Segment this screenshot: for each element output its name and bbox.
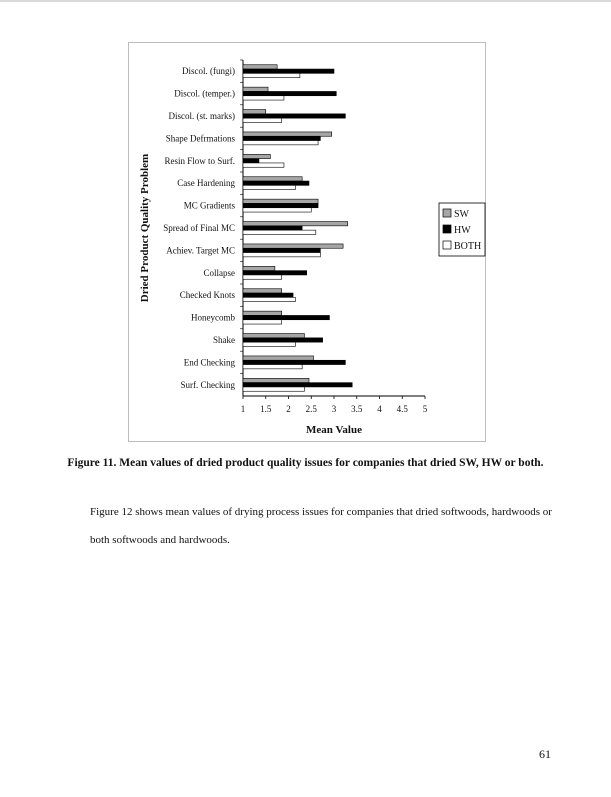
bar-both	[243, 342, 295, 346]
bar-both	[243, 387, 304, 391]
bar-both	[243, 297, 295, 301]
bar-both	[243, 208, 311, 212]
bar-both	[243, 73, 300, 77]
y-category-label: Collapse	[203, 267, 235, 278]
legend-label-both: BOTH	[454, 241, 482, 252]
legend-swatch-hw	[443, 225, 451, 233]
page-number: 61	[539, 747, 551, 761]
bar-both	[243, 185, 295, 189]
x-tick-label: 2	[286, 404, 291, 414]
y-category-label: Checked Knots	[179, 290, 235, 301]
bar-both	[243, 163, 284, 167]
y-category-label: Surf. Checking	[180, 379, 235, 390]
bar-hw	[243, 203, 318, 207]
bar-sw	[243, 222, 348, 226]
bar-both	[243, 230, 316, 234]
y-category-label: Achiev. Target MC	[166, 245, 235, 256]
bar-both	[243, 320, 282, 324]
x-tick-label: 3.5	[351, 404, 363, 414]
bar-sw	[243, 177, 302, 181]
legend-swatch-both	[443, 241, 451, 249]
body-paragraph: Figure 12 shows mean values of drying process issues for companies that dried softwoods, hardwoods or both softwoods and hardwoods.	[90, 506, 552, 546]
y-category-label: Shape Defrmations	[165, 133, 235, 144]
bar-sw	[243, 132, 332, 136]
bar-hw	[243, 315, 329, 319]
y-category-label: End Checking	[183, 357, 235, 368]
x-axis-title: Mean Value	[306, 424, 362, 436]
legend-label-sw: SW	[454, 209, 469, 220]
bar-both	[243, 96, 284, 100]
bar-sw	[243, 110, 266, 114]
bar-sw	[243, 65, 277, 69]
y-category-label: Shake	[213, 335, 235, 345]
bar-sw	[243, 244, 343, 248]
bar-sw	[243, 87, 268, 91]
y-category-label: Spread of Final MC	[163, 223, 235, 233]
bar-hw	[243, 91, 336, 95]
bar-hw	[243, 383, 352, 387]
bar-both	[243, 118, 282, 122]
bar-sw	[243, 199, 318, 203]
bar-hw	[243, 159, 259, 163]
x-tick-label: 1.5	[260, 404, 272, 414]
bar-both	[243, 141, 318, 145]
bar-both	[243, 275, 282, 279]
bar-hw	[243, 136, 320, 140]
bar-hw	[243, 226, 302, 230]
legend-label-hw: HW	[454, 225, 471, 236]
y-category-label: Case Hardening	[177, 178, 235, 189]
x-tick-label: 1	[240, 404, 246, 414]
bar-sw	[243, 356, 314, 360]
x-tick-label: 4	[377, 404, 382, 414]
y-category-label: Resin Flow to Surf.	[164, 155, 235, 166]
bar-hw	[243, 338, 323, 342]
y-category-label: Discol. (temper.)	[174, 88, 235, 99]
bar-sw	[243, 266, 275, 270]
y-category-label: Honeycomb	[191, 312, 235, 323]
bar-hw	[243, 69, 334, 73]
legend-swatch-sw	[443, 209, 451, 217]
bar-both	[243, 365, 302, 369]
bar-sw	[243, 378, 309, 382]
bar-hw	[243, 293, 293, 297]
bar-sw	[243, 334, 304, 338]
bar-hw	[243, 360, 345, 364]
y-category-label: Discol. (fungi)	[182, 66, 235, 77]
y-category-label: MC Gradients	[183, 200, 235, 211]
x-tick-label: 4.5	[396, 404, 408, 414]
bar-both	[243, 253, 320, 257]
x-tick-label: 5	[422, 404, 428, 414]
x-tick-label: 3	[331, 404, 337, 414]
bar-sw	[243, 289, 282, 293]
bar-sw	[243, 311, 282, 315]
bar-sw	[243, 154, 270, 158]
y-axis-title: Dried Product Quality Problem	[139, 153, 151, 303]
bar-hw	[243, 181, 309, 185]
bar-hw	[243, 271, 307, 275]
x-tick-label: 2.5	[305, 404, 317, 414]
figure-caption: Figure 11. Mean values of dried product quality issues for companies that dried SW, HW or both.	[67, 457, 544, 469]
y-category-label: Discol. (st. marks)	[168, 111, 235, 121]
bar-hw	[243, 248, 320, 252]
bar-hw	[243, 114, 345, 118]
